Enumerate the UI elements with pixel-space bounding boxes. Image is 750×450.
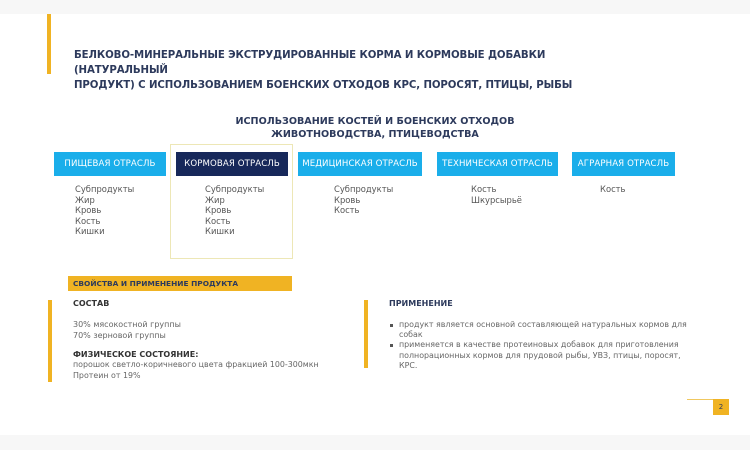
sector-item: Кровь (75, 205, 102, 216)
application-heading: ПРИМЕНЕНИЕ (389, 299, 453, 308)
page-number-line (687, 399, 713, 400)
composition-heading: СОСТАВ (73, 299, 110, 308)
sector-item: Кость (205, 215, 231, 226)
usage-title-line-2: ЖИВОТНОВОДСТВА, ПТИЦЕВОДСТВА (271, 129, 479, 140)
composition-line: 30% мясокостной группы (73, 320, 181, 329)
title-accent-bar (47, 14, 51, 74)
sector-label: ПИЩЕВАЯ ОТРАСЛЬ (54, 152, 166, 176)
composition-line: 70% зерновой группы (73, 330, 166, 340)
sector-agrarian (572, 152, 675, 195)
sector-item: Жир (75, 194, 95, 205)
sector-item: Кровь (334, 194, 361, 205)
slide (0, 14, 750, 435)
application-item: продукт является основной составляющей натуральных кормов для собак (389, 320, 699, 340)
usage-section-title (195, 115, 555, 141)
physical-state-line: порошок светло-коричневого цвета фракцией 100-300мкн (73, 360, 319, 369)
sector-medical (298, 152, 422, 216)
sector-item: Субпродукты (334, 184, 394, 194)
physical-state-heading: ФИЗИЧЕСКОЕ СОСТОЯНИЕ: (73, 350, 199, 359)
sector-label: АГРАРНАЯ ОТРАСЛЬ (572, 152, 675, 176)
sector-item: Субпродукты (75, 184, 135, 194)
sector-items (298, 184, 422, 216)
sector-label: КОРМОВАЯ ОТРАСЛЬ (176, 152, 288, 176)
sector-items (437, 184, 558, 205)
page-number: 2 (713, 399, 729, 415)
sector-item: Кость (334, 205, 360, 216)
sector-item: Жир (205, 194, 225, 205)
sector-feed (176, 152, 288, 237)
page-title-line-1: БЕЛКОВО-МИНЕРАЛЬНЫЕ ЭКСТРУДИРОВАННЫЕ КОРМА И КОРМОВЫЕ ДОБАВКИ (НАТУРАЛЬНЫЙ (74, 50, 546, 76)
sector-item: Кровь (205, 205, 232, 216)
sector-items (54, 184, 166, 237)
sector-item: Шкурсырьё (471, 194, 522, 205)
sector-label: ТЕХНИЧЕСКАЯ ОТРАСЛЬ (437, 152, 558, 176)
sector-item: Кишки (75, 226, 105, 237)
application-accent-bar (364, 300, 368, 368)
application-item: применяется в качестве протеиновых добавок для приготовления полнорационных кормов для прудовой рыбы, УВЗ, птицы, поросят, КРС. (389, 340, 699, 371)
usage-title-line-1: ИСПОЛЬЗОВАНИЕ КОСТЕЙ И БОЕНСКИХ ОТХОДОВ (235, 116, 515, 127)
composition-lines (73, 320, 181, 341)
sector-items (176, 184, 288, 237)
physical-state-lines (73, 360, 319, 381)
sector-label: МЕДИЦИНСКАЯ ОТРАСЛЬ (298, 152, 422, 176)
sector-item: Кишки (205, 226, 235, 237)
page-title (74, 48, 634, 93)
sector-technical (437, 152, 558, 205)
sector-item: Кость (75, 215, 101, 226)
composition-accent-bar (48, 300, 52, 382)
page-title-line-2: ПРОДУКТ) С ИСПОЛЬЗОВАНИЕМ БОЕНСКИХ ОТХОДОВ КРС, ПОРОСЯТ, ПТИЦЫ, РЫБЫ (74, 80, 573, 91)
sector-item: Кость (471, 184, 497, 194)
sector-food (54, 152, 166, 237)
physical-state-line: Протеин от 19% (73, 370, 141, 380)
sector-item: Кость (600, 184, 626, 194)
application-list (389, 320, 699, 371)
properties-banner: СВОЙСТВА И ПРИМЕНЕНИЕ ПРОДУКТА (68, 276, 292, 291)
sector-items (572, 184, 675, 195)
sector-item: Субпродукты (205, 184, 265, 194)
